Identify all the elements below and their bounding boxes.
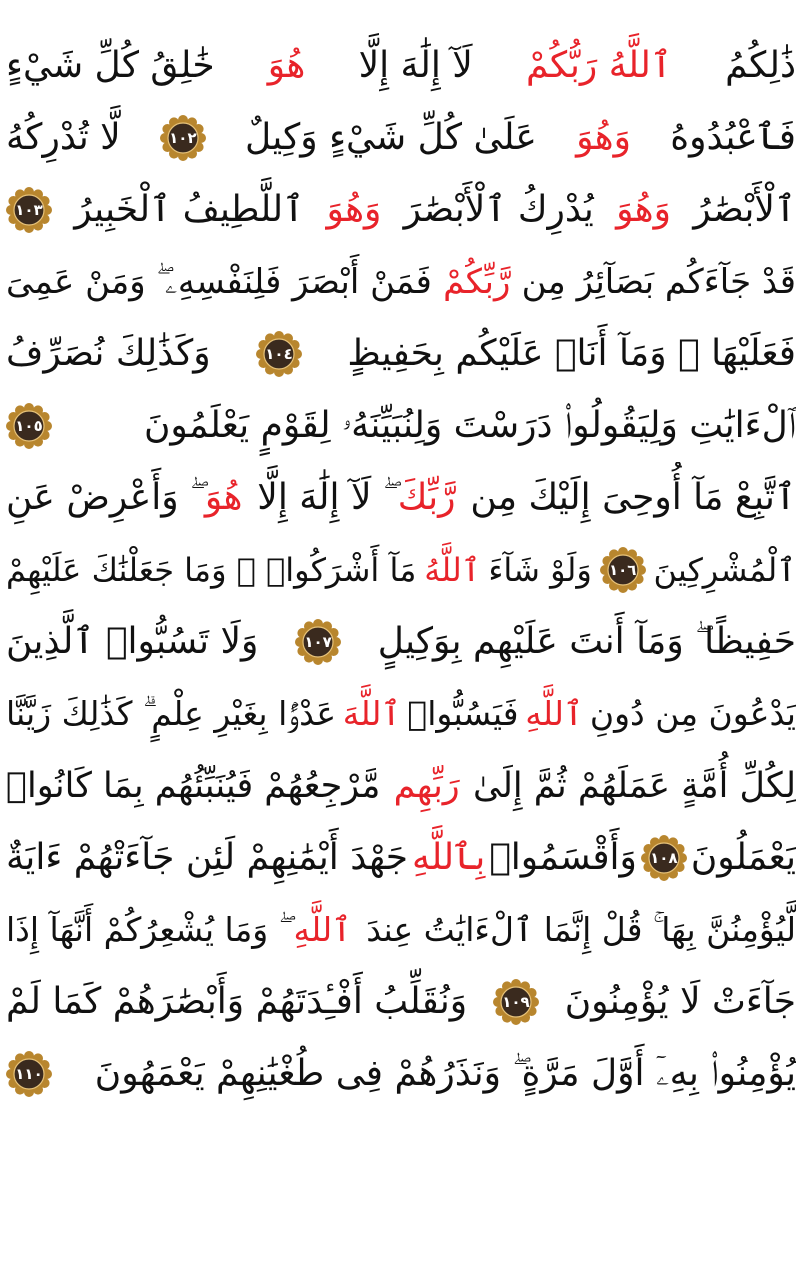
ayah-number-marker	[641, 835, 687, 881]
verse-line	[6, 174, 796, 246]
verse-line	[6, 246, 796, 318]
divine-name-text: هُوَ	[267, 45, 306, 86]
ayah-number: ١٠٦	[608, 560, 637, 579]
divine-name-text: رَبِّهِم	[393, 766, 460, 806]
verse-text: عَدْوًۢا بِغَيْرِ عِلْمٍ ۗ كَذَٰلِكَ زَيَّنَّا	[6, 694, 337, 733]
ayah-number-marker	[160, 115, 206, 161]
verse-text: يُدْرِكُ ٱلْأَبْصَٰرَ	[403, 189, 594, 230]
divine-name-text: ٱللَّهِ	[293, 910, 352, 949]
ayah-number: ١٠٤	[265, 344, 293, 363]
verse-text: لَّيُؤْمِنُنَّ بِهَا ۚ قُلْ إِنَّمَا ٱلْءَايَٰتُ عِندَ	[366, 910, 796, 949]
verse-text: لِكُلِّ أُمَّةٍ عَمَلَهُمْ ثُمَّ إِلَىٰ	[473, 766, 796, 806]
divine-name-text: ٱللَّهَ	[342, 694, 401, 733]
verse-text: لَّا تُدْرِكُهُ	[6, 117, 121, 158]
verse-text: فَعَلَيْهَا ۚ وَمَآ أَنَا۠ عَلَيْكُم بِحَفِيظٍ	[347, 333, 796, 374]
verse-text: يَدْعُونَ مِن دُونِ	[589, 694, 796, 733]
verse-text: وَكَذَٰلِكَ نُصَرِّفُ	[6, 333, 211, 374]
ayah-number-marker	[256, 331, 302, 377]
verse-line	[6, 102, 796, 174]
divine-name-text: ٱللَّهُ	[424, 551, 481, 589]
ayah-number: ١٠٥	[15, 416, 43, 435]
verse-line	[6, 462, 796, 534]
verse-line	[6, 30, 796, 102]
verse-text: ۖ وَمَا يُشْعِرُكُمْ أَنَّهَآ إِذَا	[6, 910, 279, 949]
ayah-number-marker	[493, 979, 539, 1025]
ayah-number: ١٠٩	[502, 992, 530, 1011]
verse-line	[6, 678, 796, 750]
verse-text: مَّرْجِعُهُمْ فَيُنَبِّئُهُم بِمَا كَانُوا۟	[6, 766, 381, 806]
divine-name-text: هُوَ	[204, 477, 243, 518]
verse-line	[6, 1038, 796, 1110]
divine-name-text: رَّبِّكَ	[397, 477, 456, 518]
verse-text: وَلَا تَسُبُّوا۟ ٱلَّذِينَ	[6, 621, 259, 662]
verse-text: خَٰلِقُ كُلِّ شَيْءٍ	[6, 45, 215, 86]
verse-text: ٱلْمُشْرِكِينَ	[653, 551, 796, 589]
verse-text: حَفِيظًا ۖ وَمَآ أَنتَ عَلَيْهِم بِوَكِيلٍ	[377, 621, 796, 662]
ayah-number-marker	[295, 619, 341, 665]
ayah-number-marker	[600, 547, 646, 593]
divine-name-text: بِٱللَّهِ	[411, 837, 486, 878]
verse-text: عَلَىٰ كُلِّ شَيْءٍ وَكِيلٌ	[245, 117, 537, 158]
ayah-number-marker	[6, 187, 52, 233]
verse-text: ٱللَّطِيفُ ٱلْخَبِيرُ	[74, 189, 305, 230]
ayah-number-marker	[6, 1051, 52, 1097]
ayah-number: ١٠٨	[650, 848, 678, 867]
verse-text: ذَٰلِكُمُ	[725, 45, 796, 86]
verse-line	[6, 534, 796, 606]
verse-text: فَٱعْبُدُوهُ	[670, 117, 796, 158]
verse-text: وَنُقَلِّبُ أَفْـِٔدَتَهُمْ وَأَبْصَٰرَهُمْ كَمَا لَمْ	[6, 981, 468, 1022]
verse-text: جَهْدَ أَيْمَٰنِهِمْ لَئِن جَآءَتْهُمْ ءَايَةٌ	[6, 837, 408, 878]
verse-text: قَدْ جَآءَكُم بَصَآئِرُ مِن	[521, 262, 796, 302]
verse-line	[6, 822, 796, 894]
divine-name-text: رَّبِّكُمْ	[443, 262, 511, 302]
ayah-number: ١٠٣	[15, 200, 43, 219]
verse-line	[6, 750, 796, 822]
ayah-number-marker	[6, 403, 52, 449]
verse-text: مَآ أَشْرَكُوا۟ ۗ وَمَا جَعَلْنَٰكَ عَلَيْهِمْ	[6, 551, 417, 589]
verse-text: لَآ إِلَٰهَ إِلَّا	[358, 45, 473, 86]
ayah-number: ١١٠	[15, 1064, 43, 1083]
divine-name-text: وَهُوَ	[576, 117, 632, 158]
ayah-number: ١٠٧	[304, 632, 332, 651]
divine-name-text: وَهُوَ	[616, 189, 672, 230]
verse-text: ٱلْأَبْصَٰرُ	[693, 189, 796, 230]
verse-line	[6, 390, 796, 462]
verse-text: جَآءَتْ لَا يُؤْمِنُونَ	[564, 981, 796, 1022]
divine-name-text: وَهُوَ	[326, 189, 382, 230]
divine-name-text: ٱللَّهُ رَبُّكُمْ	[526, 45, 672, 86]
ayah-number: ١٠٢	[169, 128, 197, 147]
verse-line	[6, 318, 796, 390]
verse-text: ۖ لَآ إِلَٰهَ إِلَّا	[257, 477, 383, 518]
verse-text: وَلَوْ شَآءَ	[488, 551, 592, 589]
verse-text: يَعْمَلُونَ	[690, 837, 796, 878]
verse-text: وَأَقْسَمُوا۟	[489, 837, 637, 878]
verse-text: ٱتَّبِعْ مَآ أُوحِىَ إِلَيْكَ مِن	[470, 477, 796, 518]
verse-text: ۖ وَأَعْرِضْ عَنِ	[6, 477, 191, 518]
verse-line	[6, 966, 796, 1038]
verse-text: فَمَنْ أَبْصَرَ فَلِنَفْسِهِۦ ۖ وَمَنْ عَمِىَ	[6, 262, 432, 302]
verse-text: يُؤْمِنُوا۟ بِهِۦٓ أَوَّلَ مَرَّةٍ ۖ وَنَذَرُهُمْ فِى طُغْيَٰنِهِمْ يَعْمَهُونَ	[94, 1053, 796, 1094]
verse-text: ٱلْءَايَٰتِ وَلِيَقُولُوا۟ دَرَسْتَ وَلِنُبَيِّنَهُۥ لِقَوْمٍ يَعْلَمُونَ	[143, 405, 796, 446]
verse-line	[6, 606, 796, 678]
verse-text: فَيَسُبُّوا۟	[407, 694, 519, 733]
verse-line	[6, 894, 796, 966]
divine-name-text: ٱللَّهِ	[525, 694, 584, 733]
